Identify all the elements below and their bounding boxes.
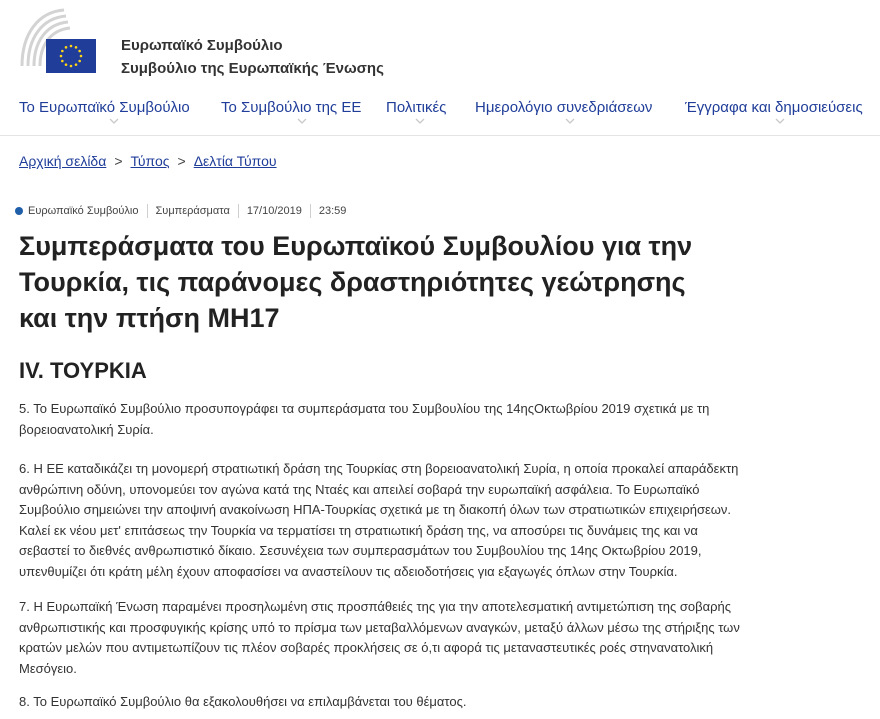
title-line: Συμπεράσματα του Ευρωπαϊκού Συμβουλίου για την [19,231,693,261]
paragraph-6 [19,459,839,582]
meta-institution: Ευρωπαϊκό Συμβούλιο [28,205,139,217]
meta-time: 23:59 [318,205,347,217]
paragraph-line: ανθρώπινη οδύνη, υπονομεύει τον αγώνα κατά της Νταές και απειλεί σοβαρά την ευρωπαϊκή ασφάλεια. Το Ευρωπαϊκό [19,481,700,497]
flag-star [75,63,78,66]
eu-flag-icon [46,39,96,73]
org-name-line1[interactable]: Ευρωπαϊκό Συμβούλιο [121,37,283,54]
nav-item-policies[interactable]: Πολιτικές [386,99,447,116]
paragraph-line: κρατών μελών που αντιμετωπίζουν τις πλέον σοβαρές προκλήσεις σε ό,τι αφορά τις μεταναστευτικές ροές στηνανατολική [19,640,714,655]
paragraph-line: υπενθυμίζει ότι κράτη μέλη έχουν αποφασίσει να αναστείλουν τις αδειοδοτήσεις για εξαγωγές όπλων στην Τουρκία. [19,563,678,579]
chevron-down-icon [565,116,575,126]
paragraph-line: βορειοανατολική Συρία. [19,421,154,437]
flag-star [65,63,68,66]
paragraph-5 [19,399,839,440]
paragraph-line: 5. Το Ευρωπαϊκό Συμβούλιο προσυπογράφει τα συμπεράσματα του Συμβουλίου της 14ηςΟκτωβρίου 2019 σχετικά με τη [19,401,710,416]
paragraph-line: 7. Η Ευρωπαϊκή Ένωση παραμένει προσηλωμένη στις προσπάθειές της για την αποτελεσματική αντιμετώπιση της σοβαρής [19,599,732,614]
breadcrumb-releases-link[interactable]: Δελτία Τύπου [193,153,277,169]
flag-star [78,60,81,63]
breadcrumb-separator: > [114,153,123,169]
page-title [19,228,839,336]
breadcrumb-home-link[interactable]: Αρχική σελίδα [19,153,107,169]
meta-type: Συμπεράσματα [155,205,230,217]
flag-star [70,45,73,48]
nav-item-meeting-calendar[interactable]: Ημερολόγιο συνεδριάσεων [475,99,653,116]
meta-date: 17/10/2019 [246,205,302,217]
institution-dot-icon [15,207,23,215]
paragraph-line: Μεσόγειο. [19,660,77,676]
flag-star [78,50,81,53]
meta-divider [147,204,148,218]
main-nav [0,92,880,132]
breadcrumb-separator: > [177,153,186,169]
breadcrumb-press-link[interactable]: Τύπος [130,153,170,169]
paragraph-line: ανθρωπιστικής και προσφυγικής κρίσης υπό το πρίσμα των μεταβαλλόμενων αναγκών, μεταξύ άλλων μέσω της στήριξης των [19,619,740,635]
nav-divider [0,135,880,136]
council-logo[interactable] [18,6,100,76]
paragraph-7 [19,597,839,679]
org-name-line2[interactable]: Συμβούλιο της Ευρωπαϊκής Ένωσης [121,60,384,77]
nav-item-eu-council[interactable]: Το Συμβούλιο της ΕΕ [221,99,362,116]
nav-item-documents[interactable]: Έγγραφα και δημοσιεύσεις [685,99,863,116]
meta-divider [310,204,311,218]
meta-divider [238,204,239,218]
title-line: και την πτήση ΜΗ17 [19,303,280,333]
nav-item-european-council[interactable]: Το Ευρωπαϊκό Συμβούλιο [19,99,190,116]
paragraph-line: σεβαστεί το διεθνές ανθρωπιστικό δίκαιο. Σεσυνέχεια των συμπερασμάτων του Συμβουλίου της 14ης Οκτωβρίου 2019, [19,543,702,558]
article-meta [15,203,346,219]
chevron-down-icon [775,116,785,126]
flag-star [61,60,64,63]
chevron-down-icon [415,116,425,126]
chevron-down-icon [109,116,119,126]
breadcrumb [19,153,277,169]
paragraph-line: Καλεί εκ νέου μετ' επιτάσεως την Τουρκία να τερματίσει τη στρατιωτική δράση της, να αποσύρει τις δυνάμεις της και να [19,522,698,538]
paragraph-line: Συμβούλιο σημειώνει την αποψινή ανακοίνωση ΗΠΑ-Τουρκίας σχετικά με τη διακοπή όλων των στρατιωτικών επιχειρήσεων. [19,502,732,517]
section-heading: IV. ΤΟΥΡΚΙΑ [19,358,147,383]
flag-star [75,46,78,49]
flag-star [61,50,64,53]
flag-star [70,65,73,68]
title-line: Τουρκία, τις παράνομες δραστηριότητες γεώτρησης [19,267,686,297]
paragraph-8 [19,692,839,713]
site-header [0,0,880,90]
flag-star [60,55,63,58]
paragraph-line: 6. Η ΕΕ καταδικάζει τη μονομερή στρατιωτική δράση της Τουρκίας στη βορειοανατολική Συρία, η οποία προκαλεί απαράδεκτη [19,461,739,476]
flag-star [65,46,68,49]
flag-star [80,55,83,58]
chevron-down-icon [297,116,307,126]
paragraph-line: 8. Το Ευρωπαϊκό Συμβούλιο θα εξακολουθήσει να επιλαμβάνεται του θέματος. [19,694,467,709]
